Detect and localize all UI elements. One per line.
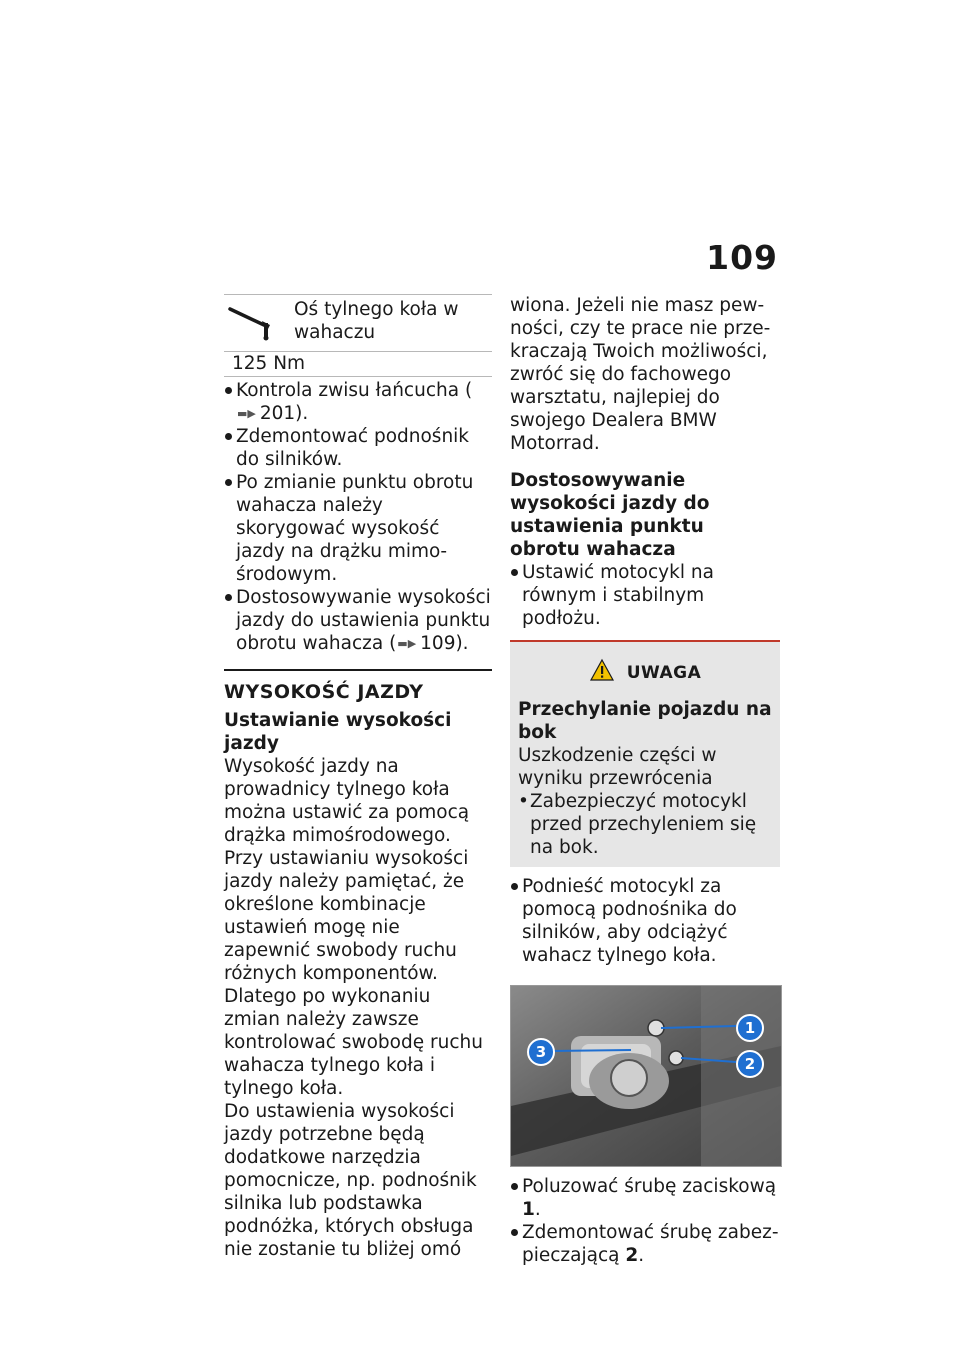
list-item: Podnieść motocykl za pomocą podnośnika do silników, aby odciążyć wahacz tylnego koła. bbox=[510, 875, 780, 967]
callout-1: 1 bbox=[736, 1014, 764, 1042]
warning-headline: Przechylanie pojazdu na bok bbox=[518, 699, 772, 743]
warning-description: Uszkodzenie części w wyniku przewrócenia bbox=[518, 745, 717, 789]
list-item: Kontrola zwisu łańcucha (▬▶ 201). bbox=[224, 379, 492, 425]
subsection-title: Dostosowywanie wysokości jazdy do ustawienia punktu obrotu wahacza bbox=[510, 470, 710, 560]
paragraph: wiona. Jeżeli nie masz pewności, czy te prace nie przekraczają Twoich możliwości, zwróć się do fachowego warsztatu, najlepiej do swojego Dealera BMW Motorrad. bbox=[510, 295, 771, 454]
callout-2: 2 bbox=[736, 1050, 764, 1078]
list-item: Zdemontować podnośnik do silników. bbox=[224, 425, 492, 471]
swingarm-photo bbox=[510, 985, 782, 1167]
warning-box bbox=[510, 640, 780, 867]
page-reference-link[interactable]: 201 bbox=[259, 403, 296, 424]
list-item: Po zmianie punktu obrotu wahacza należy skorygować wysokość jazdy na drążku mimośrodowym. bbox=[224, 471, 492, 586]
right-bullet-list-1 bbox=[510, 561, 780, 630]
spec-value: 125 Nm bbox=[224, 352, 492, 377]
section-title: WYSOKOŚĆ JAZDY bbox=[224, 681, 424, 703]
arrow-right-icon: ▬▶ bbox=[397, 637, 417, 650]
callout-ref-2: 2 bbox=[625, 1245, 639, 1266]
callout-ref-1: 1 bbox=[522, 1199, 535, 1220]
page-reference-link[interactable]: 109 bbox=[420, 633, 456, 654]
left-column bbox=[224, 294, 492, 1261]
torque-spec-table bbox=[224, 294, 492, 377]
paragraph: Do ustawienia wysokości jazdy potrzebne będą dodatkowe narzędzia pomocnicze, np. podnośnik silnika lub podstawka podnóżka, których obsługa nie zostanie tu bliżej omó bbox=[224, 1101, 477, 1260]
warning-list bbox=[518, 790, 772, 859]
section-divider bbox=[224, 669, 492, 671]
spec-label: Oś tylnego koła w wahaczu bbox=[294, 299, 459, 343]
page-number: 109 bbox=[706, 238, 778, 277]
right-bullet-list-2 bbox=[510, 875, 780, 967]
arrow-right-icon: ▬▶ bbox=[237, 407, 256, 420]
paragraph: Wysokość jazdy na prowadnicy tylnego koła można ustawić za pomocą drążka mimośrodowego. bbox=[224, 756, 470, 846]
list-item: Dostosowywanie wysokości jazdy do ustawienia punktu obrotu wahacza (▬▶ 109). bbox=[224, 586, 492, 655]
list-item: Zdemontować śrubę zabezpieczającą 2. bbox=[510, 1221, 780, 1267]
warning-triangle-icon bbox=[589, 658, 615, 688]
callout-3: 3 bbox=[527, 1038, 555, 1066]
list-item: • Zabezpieczyć motocykl przed przechyleniem się na bok. bbox=[518, 790, 772, 859]
paragraph: Przy ustawianiu wysokości jazdy należy pamiętać, że określone kombinacje ustawień mogę nie zapewnić swobody ruchu różnych komponentów. Dlatego po wykonaniu zmian należy zawsze kontrolować swobodę ruchu wahacza tylnego koła i tylnego koła. bbox=[224, 848, 483, 1099]
subsection-title: Ustawianie wysokości jazdy bbox=[224, 710, 452, 754]
list-item: Ustawić motocykl na równym i stabilnym podłożu. bbox=[510, 561, 780, 630]
right-column bbox=[510, 294, 780, 1267]
right-bullet-list-3 bbox=[510, 1175, 780, 1267]
warning-title: UWAGA bbox=[626, 662, 702, 683]
left-bullet-list bbox=[224, 379, 492, 655]
torque-wrench-icon bbox=[224, 295, 294, 351]
list-item: Poluzować śrubę zaciskową 1. bbox=[510, 1175, 780, 1221]
